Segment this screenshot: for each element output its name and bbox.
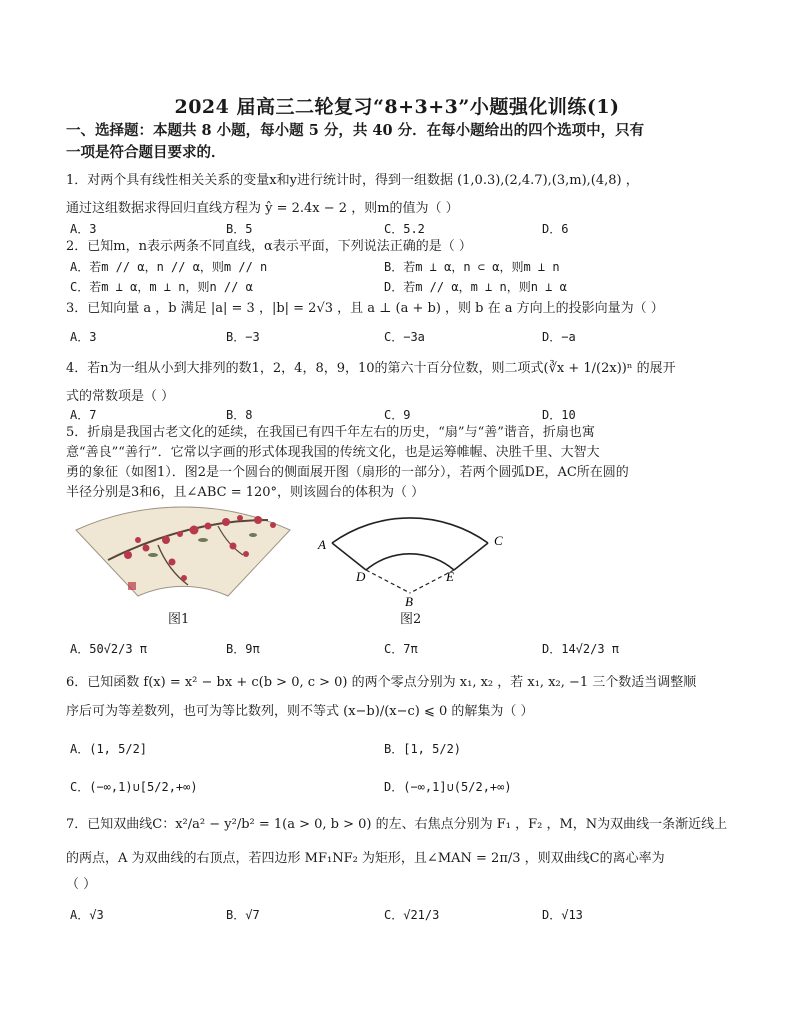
q2-option-c: C．若m ⊥ α，m ⊥ n，则n // α: [70, 280, 253, 294]
q7-option-c: C．√21/3: [384, 908, 440, 922]
q6-line1: 6．已知函数 f(x) = x² − bx + c(b > 0, c > 0) 的两个零点分别为 x₁, x₂ ，若 x₁, x₂, −1 三个数适当调整顺: [66, 675, 697, 690]
section-heading-line1: 一、选择题：本题共 8 小题，每小题 5 分，共 40 分．在每小题给出的四个选项中，只有: [66, 122, 645, 139]
q6-option-b: B．[1, 5/2): [384, 742, 462, 756]
point-e-label: E: [446, 569, 454, 584]
q1-option-b: B．5: [226, 222, 253, 236]
point-b-label: B: [405, 594, 413, 609]
point-c-label: C: [494, 533, 503, 548]
q3-option-c: C．−3a: [384, 330, 425, 344]
q7-option-a: A．√3: [70, 908, 104, 922]
q6-option-c: C．(−∞,1)∪[5/2,+∞): [70, 780, 198, 794]
q2-option-b: B．若m ⊥ α，n ⊂ α，则m ⊥ n: [384, 260, 560, 274]
q1-line2: 通过这组数据求得回归直线方程为 ŷ = 2.4x − 2 ，则m的值为（ ）: [66, 201, 459, 216]
folding-fan-image: [68, 500, 298, 606]
q3-option-d: D．−a: [542, 330, 576, 344]
q4-option-c: C．9: [384, 408, 411, 422]
fig1-caption: 图1: [168, 612, 190, 627]
q1-option-c: C．5.2: [384, 222, 425, 236]
q3-option-b: B．−3: [226, 330, 260, 344]
q2-line1: 2．已知m，n表示两条不同直线，α表示平面，下列说法正确的是（ ）: [66, 239, 472, 254]
fig2-caption: 图2: [400, 612, 422, 627]
q7-option-b: B．√7: [226, 908, 260, 922]
q4-option-a: A．7: [70, 408, 97, 422]
page-title: 2024 届高三二轮复习“8+3+3”小题强化训练(1): [174, 96, 620, 118]
q7-line1: 7．已知双曲线C：x²/a² − y²/b² = 1(a > 0, b > 0) 的左、右焦点分别为 F₁ ，F₂ ，M，N为双曲线一条渐近线上: [66, 817, 728, 832]
q7-option-d: D．√13: [542, 908, 583, 922]
q3-option-a: A．3: [70, 330, 97, 344]
q2-option-a: A．若m // α，n // α，则m // n: [70, 260, 268, 274]
q5-option-b: B．9π: [226, 642, 260, 656]
q4-line2: 式的常数项是（ ）: [66, 389, 175, 404]
q4-option-d: D．10: [542, 408, 576, 422]
q3-line1: 3．已知向量 a ，b 满足 |a| = 3 ，|b| = 2√3 ，且 a ⊥ (a + b) ，则 b 在 a 方向上的投影向量为（ ）: [66, 301, 664, 316]
q2-option-d: D．若m // α，m ⊥ n，则n ⊥ α: [384, 280, 567, 294]
q1-line1: 1．对两个具有线性相关关系的变量x和y进行统计时，得到一组数据 (1,0.3),(2,4.7),(3,m),(4,8) ，: [66, 173, 639, 188]
q5-option-a: A．50√2/3 π: [70, 642, 148, 656]
q6-option-d: D．(−∞,1]∪(5/2,+∞): [384, 780, 512, 794]
q7-line3: （ ）: [66, 877, 97, 892]
q1-option-d: D．6: [542, 222, 569, 236]
q5-line3: 勇的象征（如图1）．图2是一个圆台的侧面展开图（扇形的一部分），若两个圆弧DE，AC所在圆的: [66, 465, 629, 480]
q5-line2: 意“善良”“善行”．它常以字画的形式体现我国的传统文化，也是运筹帷幄、决胜千里、大智大: [66, 445, 600, 460]
q5-line1: 5．折扇是我国古老文化的延续，在我国已有四千年左右的历史，“扇”与“善”谐音，折扇也寓: [66, 425, 595, 440]
q5-option-d: D．14√2/3 π: [542, 642, 620, 656]
annular-sector-diagram: [310, 495, 510, 610]
q6-line2: 序后可为等差数列，也可为等比数列，则不等式 (x−b)/(x−c) ⩽ 0 的解集为（ ）: [66, 704, 534, 719]
q5-option-c: C．7π: [384, 642, 418, 656]
q7-line2: 的两点，A 为双曲线的右顶点，若四边形 MF₁NF₂ 为矩形，且∠MAN = 2π/3 ，则双曲线C的离心率为: [66, 851, 665, 866]
point-a-label: A: [318, 537, 326, 552]
section-heading-line2: 一项是符合题目要求的．: [66, 144, 226, 161]
q4-option-b: B．8: [226, 408, 253, 422]
q5-line4: 半径分别是3和6，且∠ABC = 120°，则该圆台的体积为（ ）: [66, 485, 425, 500]
point-d-label: D: [356, 569, 366, 584]
q1-option-a: A．3: [70, 222, 97, 236]
q6-option-a: A．(1, 5/2]: [70, 742, 148, 756]
q4-line1: 4．若n为一组从小到大排列的数1，2，4，8，9，10的第六十百分位数，则二项式(∛x + 1/(2x))ⁿ 的展开: [66, 361, 676, 376]
